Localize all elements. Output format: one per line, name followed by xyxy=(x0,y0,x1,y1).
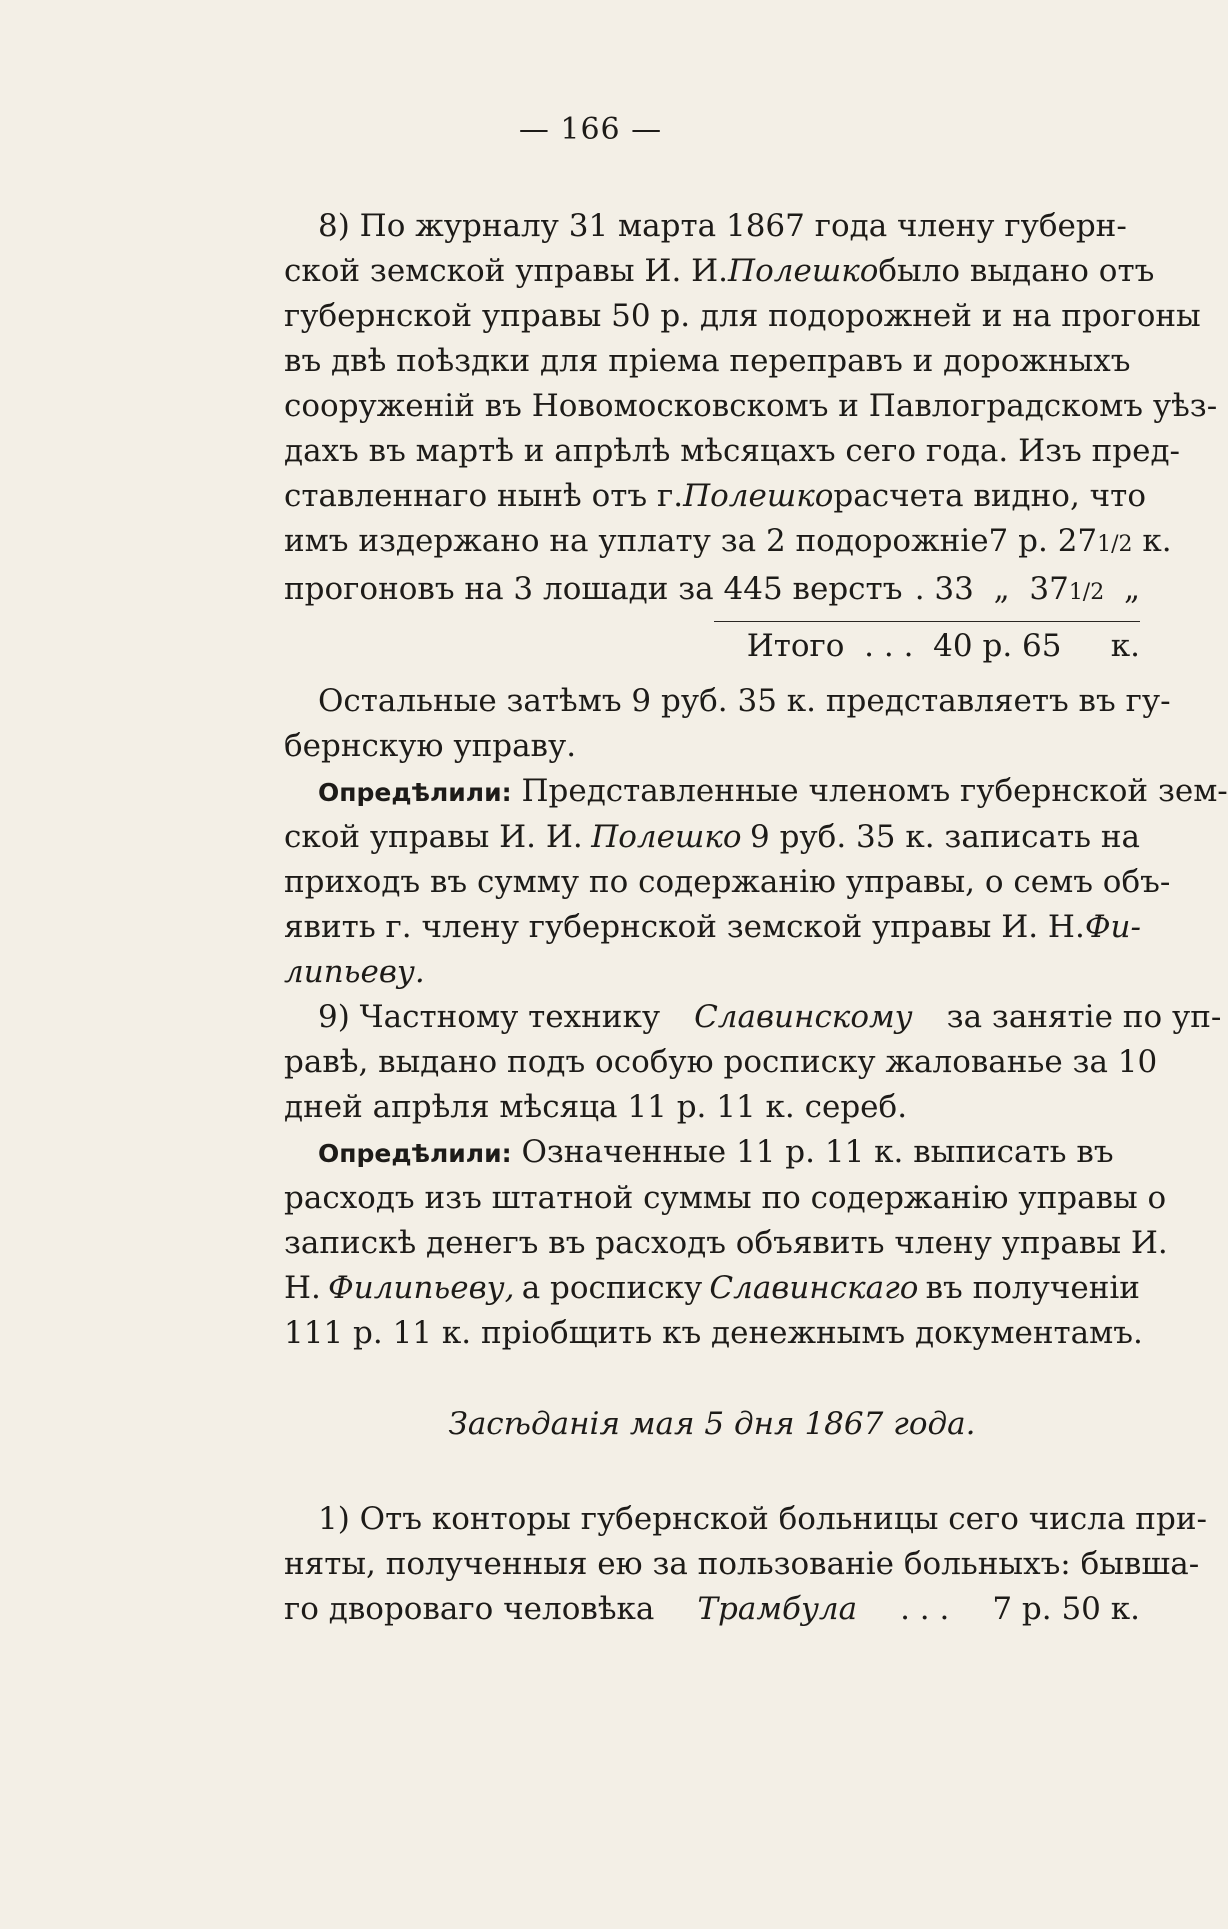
item9-resolved-line1: Опредѣлили: Означенные 11 р. 11 к. выписать въ xyxy=(318,1134,1114,1170)
resolved-line1: Опредѣлили: Представленные членомъ губернской зем- xyxy=(318,773,1228,809)
expense2-label: прогоновъ на 3 лошади за 445 верстъ xyxy=(284,571,903,607)
name-filipyev: Филипьеву, xyxy=(328,1270,515,1306)
expense1-amount: 7 р. 271/2 к. xyxy=(988,523,1172,559)
expense-row-1 xyxy=(284,519,1172,567)
item9-resolved-line5: 111 р. 11 к. пріобщить къ денежнымъ документамъ. xyxy=(284,1315,1143,1351)
total-row: Итого . . . 40 р. 65 к. xyxy=(746,628,1140,664)
name-poleshko-2: Полешко xyxy=(683,478,834,514)
item9-resolved-label: Опредѣлили: xyxy=(318,1139,512,1168)
item8-line5: сооруженій въ Новомосковскомъ и Павлоградскомъ уѣз- xyxy=(284,388,1218,424)
session-item1-line1: 1) Отъ конторы губернской больницы сего числа при- xyxy=(318,1501,1207,1537)
item9-line1: 9) Частному технику Славинскому за занятіе по уп- xyxy=(284,995,1140,1040)
name-slavinsky: Славинскому xyxy=(694,999,913,1035)
item8-line1: 8) По журналу 31 марта 1867 года члену губерн- xyxy=(318,208,1127,244)
name-filipyev-part1: Фи- xyxy=(1084,909,1142,945)
expense2-amount: . 33 „ 371/2 „ xyxy=(914,571,1140,607)
item8-line2: ской земской управы И. И. Полешко было выдано отъ xyxy=(284,249,1140,294)
name-poleshko-3: Полешко xyxy=(591,819,742,855)
session-item1-line3: го двороваго человѣка Трамбула . . . 7 р. 50 к. xyxy=(284,1587,1140,1632)
total-rule xyxy=(714,621,1140,622)
item8-line7: ставленнаго нынѣ отъ г. Полешко расчета видно, что xyxy=(284,474,1140,519)
page-number: — 166 — xyxy=(518,112,663,147)
name-trambul: Трамбула xyxy=(697,1591,858,1627)
item9-resolved-line3: запискѣ денегъ въ расходъ объявить члену управы И. xyxy=(284,1225,1168,1261)
item8-line4: въ двѣ поѣздки для пріема переправъ и дорожныхъ xyxy=(284,343,1131,379)
resolved-line5 xyxy=(284,950,1140,995)
name-slavinskago: Славинскаго xyxy=(709,1270,919,1306)
resolved-line2: ской управы И. И. Полешко 9 руб. 35 к. записать на xyxy=(284,815,1140,860)
item8-line3: губернской управы 50 р. для подорожней и на прогоны xyxy=(284,298,1201,334)
item9-resolved-line2: расходъ изъ штатной суммы по содержанію управы о xyxy=(284,1180,1167,1216)
expense1-label: имъ издержано на уплату за 2 подорожніе xyxy=(284,523,989,559)
resolved-line3: приходъ въ сумму по содержанію управы, о семъ объ- xyxy=(284,864,1171,900)
text-column xyxy=(284,204,1228,1632)
name-poleshko: Полешко xyxy=(728,253,879,289)
expense-row-2 xyxy=(284,567,1140,615)
remainder-line1: Остальные затѣмъ 9 руб. 35 к. представляетъ въ гу- xyxy=(318,683,1171,719)
item9-line2: равѣ, выдано подъ особую росписку жалованье за 10 xyxy=(284,1044,1158,1080)
item9-resolved-line4: Н. Филипьеву, а росписку Славинскаго въ полученіи xyxy=(284,1266,1140,1311)
session-heading: Засѣданія мая 5 дня 1867 года. xyxy=(448,1406,976,1442)
item8-line6: дахъ въ мартѣ и апрѣлѣ мѣсяцахъ сего года. Изъ пред- xyxy=(284,433,1181,469)
resolved-line4: явить г. члену губернской земской управы И. Н. Фи- xyxy=(284,905,1140,950)
item9-line3: дней апрѣля мѣсяца 11 р. 11 к. сереб. xyxy=(284,1089,908,1125)
session-item1-line2: няты, полученныя ею за пользованіе больныхъ: бывша- xyxy=(284,1546,1200,1582)
name-filipyev-part2: липьеву. xyxy=(284,954,425,990)
remainder-line2: бернскую управу. xyxy=(284,728,577,764)
resolved-label: Опредѣлили: xyxy=(318,778,512,807)
